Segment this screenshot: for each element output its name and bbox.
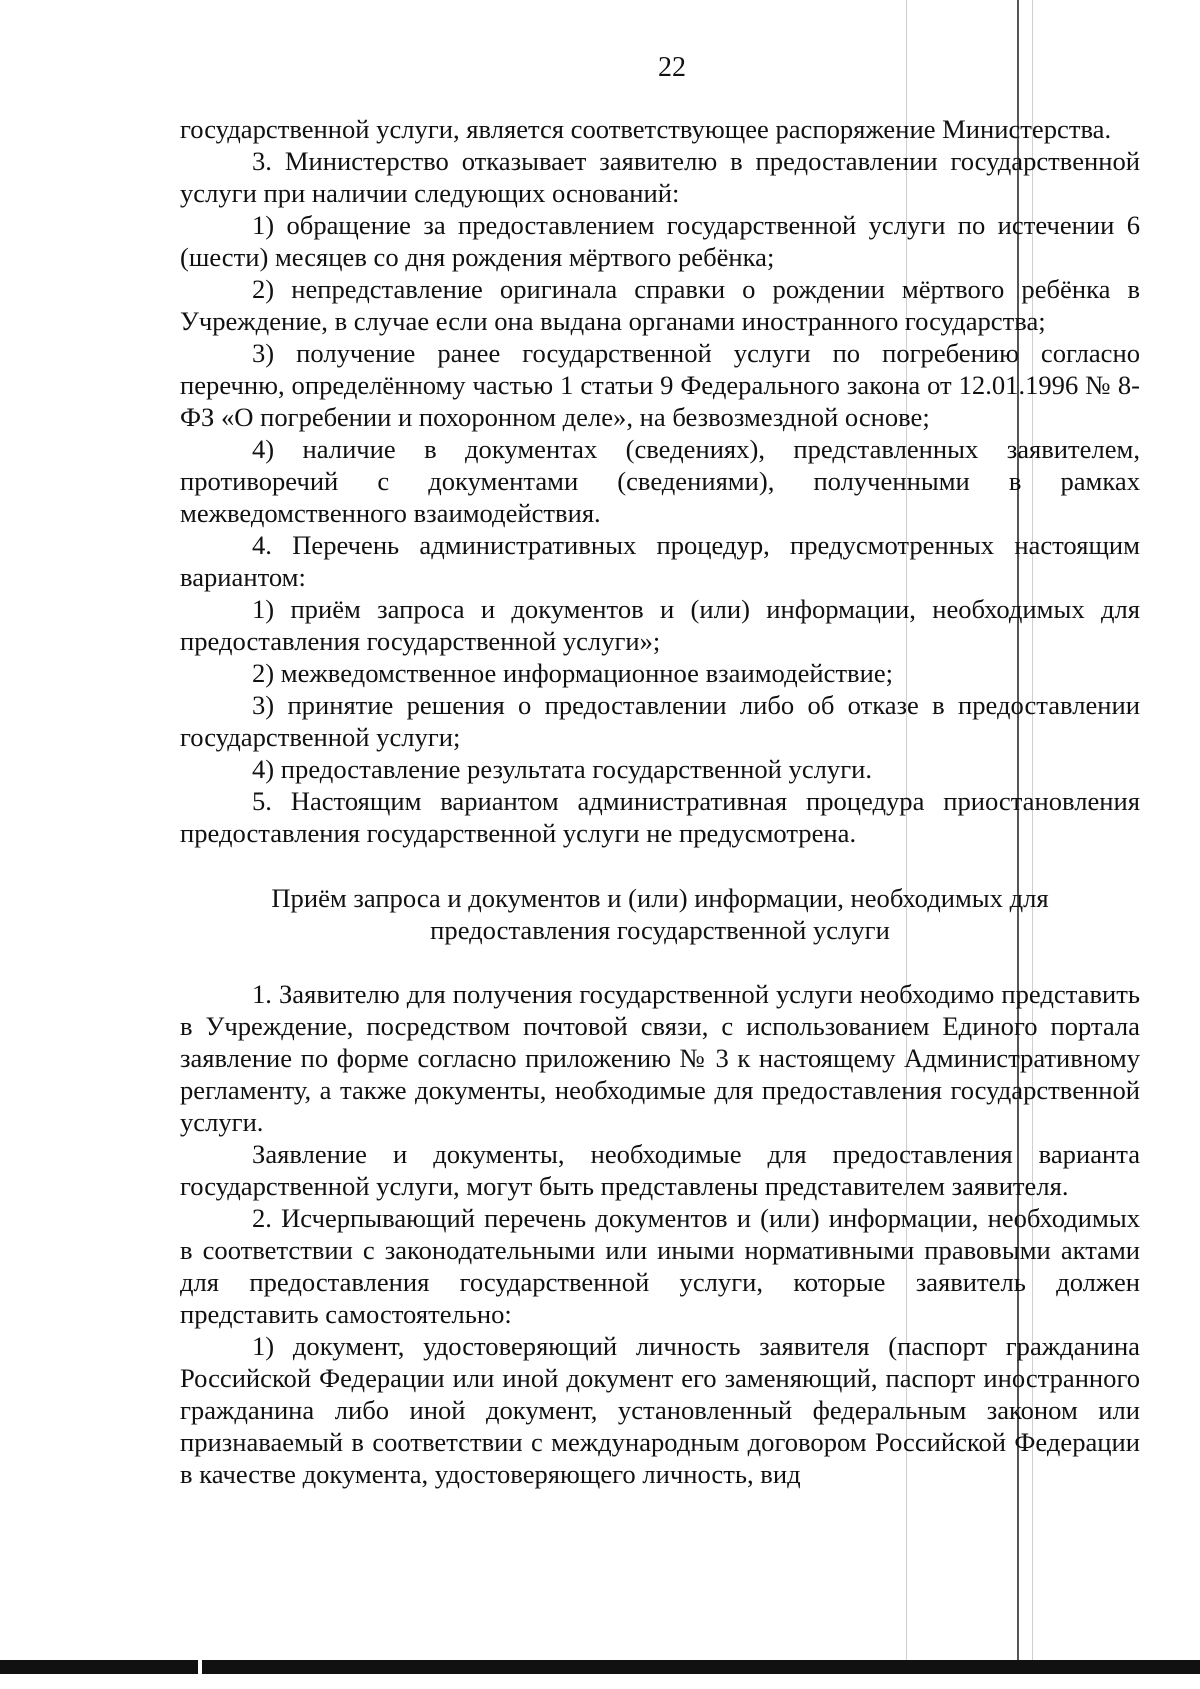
section-heading: Приём запроса и документов и (или) информации, необходимых для предоставления государственной услуги (271, 883, 1049, 945)
paragraph: государственной услуги, является соответствующее распоряжение Министерства. (180, 114, 1112, 144)
paragraph: 4. Перечень административных процедур, предусмотренных настоящим вариантом: (180, 530, 1140, 592)
paragraph-group-top (180, 113, 1140, 849)
paragraph: 5. Настоящим вариантом административная процедура приостановления предоставления государственной услуги не предусмотрена. (180, 786, 1140, 848)
paragraph: 3) получение ранее государственной услуги по погребению согласно перечню, определённому частью 1 статьи 9 Федерального закона от 12.01.1996 № 8-ФЗ «О погребении и похоронном деле», на безвозмездной основе; (180, 338, 1140, 432)
scan-bottom-border-gap (198, 1660, 202, 1674)
paragraph: 1) приём запроса и документов и (или) информации, необходимых для предоставления государственной услуги»; (180, 594, 1140, 656)
page-number: 22 (658, 52, 686, 83)
paragraph: 4) наличие в документах (сведениях), представленных заявителем, противоречий с документами (сведениями), полученными в рамках межведомственного взаимодействия. (180, 434, 1140, 528)
paragraph: 2. Исчерпывающий перечень документов и (или) информации, необходимых в соответствии с законодательными или иными нормативными правовыми актами для предоставления государственной услуги, которые заявитель должен представить самостоятельно: (180, 1203, 1140, 1329)
paragraph: 2) межведомственное информационное взаимодействие; (252, 658, 894, 688)
paragraph: 2) непредставление оригинала справки о рождении мёртвого ребёнка в Учреждение, в случае если она выдана органами иностранного государства; (180, 274, 1140, 336)
paragraph-group-bottom (180, 978, 1140, 1490)
paragraph: 4) предоставление результата государственной услуги. (252, 754, 873, 784)
paragraph: 1) документ, удостоверяющий личность заявителя (паспорт гражданина Российской Федерации или иной документ его заменяющий, паспорт иностранного гражданина либо иной документ, установленный федеральным законом или признаваемый в соответствии с международным договором Российской Федерации в качестве документа, удостоверяющего личность, вид (180, 1331, 1140, 1489)
paragraph: 3) принятие решения о предоставлении либо об отказе в предоставлении государственной услуги; (180, 690, 1140, 752)
paragraph: 1. Заявителю для получения государственной услуги необходимо представить в Учреждение, посредством почтовой связи, с использованием Единого портала заявление по форме согласно приложению № 3 к настоящему Административному регламенту, а также документы, необходимые для предоставления государственной услуги. (180, 979, 1140, 1137)
paragraph: 3. Министерство отказывает заявителю в предоставлении государственной услуги при наличии следующих оснований: (180, 146, 1140, 208)
document-body (180, 113, 1140, 1490)
scan-bottom-border (0, 1660, 1200, 1674)
paragraph: 1) обращение за предоставлением государственной услуги по истечении 6 (шести) месяцев со дня рождения мёртвого ребёнка; (180, 210, 1140, 272)
paragraph: Заявление и документы, необходимые для предоставления варианта государственной услуги, могут быть представлены представителем заявителя. (180, 1139, 1140, 1201)
